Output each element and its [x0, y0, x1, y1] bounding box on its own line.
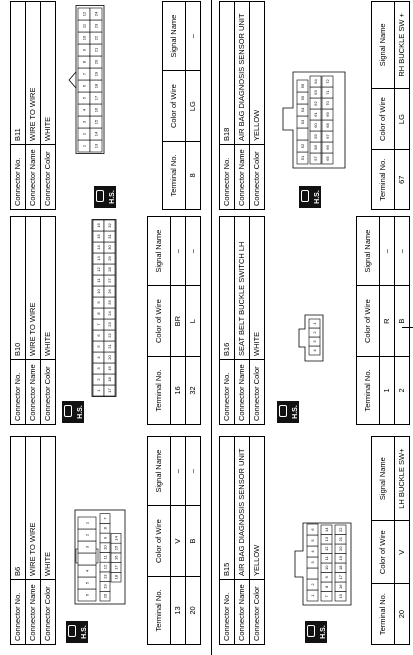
pin-number: 6: [96, 334, 101, 337]
connector-header: [219, 436, 265, 645]
pin-number: 67: [325, 134, 330, 139]
pin-number: 60: [313, 123, 318, 128]
table-row: [186, 437, 201, 645]
pin-number: 5: [310, 539, 315, 542]
hs-icon: H.S.: [277, 401, 299, 423]
pin-number: 26: [107, 289, 112, 294]
wire-cell: V: [395, 521, 410, 584]
pin-number: 55: [300, 95, 305, 101]
pin-number: 19: [338, 556, 343, 561]
connector-name-value: AIR BAG DIAGNOSIS SENSOR UNIT: [235, 2, 250, 145]
signal-name-header: Signal Name: [372, 2, 395, 89]
pin-number: 5: [84, 581, 90, 585]
wire-color-header: Color of Wire: [357, 286, 380, 357]
connector-no-label: Connector No.: [11, 145, 26, 210]
connector-name-label: Connector Name: [235, 580, 250, 645]
table-row: [395, 217, 410, 425]
table-row: [186, 217, 201, 425]
pin-number: 15: [96, 234, 101, 239]
pin-number: 21: [107, 344, 112, 349]
signal-cell: –: [171, 217, 186, 286]
connector-no-label: Connector No.: [11, 580, 26, 645]
pin-number: 18: [107, 377, 112, 382]
pin-number: 14: [113, 536, 119, 541]
signal-table: [371, 1, 410, 210]
connector-no-value: B18: [220, 2, 235, 145]
signal-name-header: Signal Name: [148, 217, 171, 286]
pin-number: 20: [93, 59, 99, 65]
pin-number: 2: [81, 132, 87, 136]
row-divider: [211, 0, 212, 655]
signal-name-header: Signal Name: [357, 217, 380, 286]
wire-color-header: Color of Wire: [372, 88, 395, 150]
pin-number: 22: [338, 527, 343, 532]
connector-color-label: Connector Color: [250, 145, 265, 210]
hs-icon: H.S.: [299, 186, 321, 208]
pin-number: 10: [102, 545, 108, 550]
connector-header: [10, 1, 56, 210]
pin-number: 24: [93, 11, 99, 17]
terminal-cell: 16: [171, 356, 186, 424]
pin-number: 53: [300, 119, 305, 125]
pin-number: 11: [102, 555, 108, 560]
connector-color-label: Connector Color: [41, 145, 56, 210]
pin-number: 4: [84, 569, 90, 573]
pin-number: 28: [107, 267, 112, 272]
connector-header: [10, 216, 56, 425]
wire-cell: LG: [186, 71, 201, 142]
pin-number: 1: [96, 389, 101, 392]
pin-number: 21: [93, 47, 99, 53]
table-row: [380, 217, 395, 425]
connector-name-label: Connector Name: [26, 360, 41, 425]
pin-number: 20: [102, 593, 108, 599]
pin-number: 4: [96, 356, 101, 359]
pin-number: 23: [107, 322, 112, 327]
connector-color-value: WHITE: [41, 2, 56, 145]
pin-number: 32: [107, 223, 112, 228]
pin-number: 15: [113, 545, 119, 551]
connector-name-value: WIRE TO WIRE: [26, 217, 41, 360]
signal-cell: RH BUCKLE SW +: [395, 2, 410, 89]
signal-table: [162, 1, 201, 210]
pin-number: 18: [93, 83, 99, 89]
pin-number: 8: [102, 527, 108, 530]
pin-number: 9: [81, 48, 87, 52]
pin-number: 9: [96, 301, 101, 304]
table-row: [395, 2, 410, 210]
pin-number: 7: [324, 595, 329, 598]
pin-number: 13: [102, 574, 108, 579]
pin-cell: [78, 553, 96, 565]
pin-number: 3: [310, 561, 315, 564]
terminal-cell: 2: [395, 356, 410, 424]
pin-number: 3: [81, 120, 87, 124]
pin-number: 2: [96, 378, 101, 381]
connector-no-label: Connector No.: [11, 360, 26, 425]
pin-number: 63: [313, 90, 318, 95]
pin-number: 15: [338, 594, 343, 599]
pin-number: 10: [81, 35, 87, 41]
pin-number: 62: [313, 101, 318, 106]
pin-number: 11: [96, 278, 101, 283]
pin-number: 5: [96, 345, 101, 348]
connector-color-value: WHITE: [41, 217, 56, 360]
signal-cell: –: [171, 437, 186, 506]
pin-number: 72: [325, 79, 330, 84]
wire-color-header: Color of Wire: [148, 286, 171, 357]
pin-number: 12: [102, 564, 108, 570]
signal-cell: –: [186, 2, 201, 71]
pin-number: 2: [84, 533, 90, 537]
connector-header: [219, 216, 265, 425]
pin-number: 14: [324, 527, 329, 532]
pin-number: 13: [93, 143, 99, 149]
pin-number: 1: [81, 144, 87, 148]
signal-cell: –: [395, 217, 410, 286]
hs-icon: H.S.: [305, 621, 327, 643]
pin-number: 68: [325, 123, 330, 128]
pin-number: 57: [313, 156, 318, 161]
pin-number: 56: [300, 83, 305, 89]
pin-number: 14: [96, 245, 101, 250]
pin-number: 19: [107, 366, 112, 371]
pin-number: 11: [324, 556, 329, 561]
table-row: [395, 437, 410, 645]
connector-color-label: Connector Color: [41, 360, 56, 425]
pin-number: 25: [107, 300, 112, 305]
pin-number: 19: [102, 584, 108, 589]
connector-color-value: WHITE: [250, 217, 265, 360]
connector-color-value: YELLOW: [250, 2, 265, 145]
signal-table: [356, 216, 410, 425]
pin-number: 7: [96, 323, 101, 326]
terminal-no-header: Terminal No.: [163, 141, 186, 209]
wire-cell: R: [380, 286, 395, 357]
pin-number: 1: [310, 594, 315, 597]
pin-number: 29: [107, 256, 112, 261]
connector-no-label: Connector No.: [220, 360, 235, 425]
connector-color-value: WHITE: [41, 437, 56, 580]
pin-number: 6: [310, 528, 315, 531]
pin-number: 58: [313, 145, 318, 150]
signal-name-header: Signal Name: [148, 437, 171, 506]
connector-color-label: Connector Color: [250, 360, 265, 425]
connector-diagram: [297, 313, 325, 363]
hs-icon: H.S.: [62, 401, 84, 423]
pin-number: 18: [113, 574, 119, 580]
pin-number: 15: [93, 119, 99, 125]
terminal-cell: 8: [186, 141, 201, 209]
pin-number: 4: [312, 349, 317, 352]
terminal-no-header: Terminal No.: [148, 576, 171, 644]
wire-cell: LG: [395, 88, 410, 150]
pin-number: 52: [300, 143, 305, 149]
terminal-cell: 20: [395, 584, 410, 645]
terminal-cell: 13: [171, 576, 186, 644]
pin-number: 27: [107, 278, 112, 283]
pin-number: 17: [113, 565, 119, 570]
connector-name-label: Connector Name: [26, 580, 41, 645]
connector-card-b10: [6, 215, 201, 425]
connector-diagram: [68, 4, 108, 154]
terminal-cell: 67: [395, 150, 410, 210]
pin-number: 59: [313, 134, 318, 139]
pin-number: 16: [113, 555, 119, 560]
connector-name-label: Connector Name: [26, 145, 41, 210]
signal-cell: –: [186, 437, 201, 506]
connector-diagram: [293, 521, 353, 607]
wire-color-header: Color of Wire: [148, 506, 171, 577]
terminal-cell: 32: [186, 356, 201, 424]
pin-number: 12: [324, 546, 329, 551]
pin-number: 9: [324, 576, 329, 579]
terminal-no-header: Terminal No.: [372, 150, 395, 210]
connector-card-b16: [215, 215, 410, 425]
connector-no-label: Connector No.: [220, 580, 235, 645]
pin-number: 16: [338, 584, 343, 589]
signal-name-header: Signal Name: [163, 2, 186, 71]
connector-no-value: B11: [11, 2, 26, 145]
pin-number: 69: [325, 112, 330, 117]
pin-number: 65: [325, 156, 330, 161]
connector-diagram: [281, 70, 347, 170]
pin-number: 3: [312, 340, 317, 343]
wire-cell: B: [395, 286, 410, 357]
pin-number: 3: [96, 367, 101, 370]
connector-card-b18: [215, 0, 410, 210]
connector-no-value: B16: [220, 217, 235, 360]
signal-table: [371, 436, 410, 645]
pin-number: 13: [96, 256, 101, 261]
connector-name-value: WIRE TO WIRE: [26, 2, 41, 145]
pin-number: 9: [102, 536, 108, 540]
pin-number: 8: [96, 312, 101, 315]
pin-cell: [297, 128, 308, 140]
pin-number: 16: [93, 107, 99, 113]
connector-card-b6: [6, 435, 201, 645]
connector-color-label: Connector Color: [41, 580, 56, 645]
connector-header: [10, 436, 56, 645]
connector-no-value: B15: [220, 437, 235, 580]
wire-cell: L: [186, 286, 201, 357]
pin-number: 70: [325, 101, 330, 106]
signal-cell: LH BUCKLE SW+: [395, 437, 410, 521]
pin-number: 12: [81, 11, 87, 17]
terminal-no-header: Terminal No.: [357, 356, 380, 424]
signal-table: [147, 216, 201, 425]
connector-name-value: AIR BAG DIAGNOSIS SENSOR UNIT: [235, 437, 250, 580]
pin-number: 10: [324, 565, 329, 570]
wire-color-header: Color of Wire: [163, 71, 186, 142]
terminal-no-header: Terminal No.: [148, 356, 171, 424]
pin-number: 12: [96, 267, 101, 272]
pin-number: 66: [325, 145, 330, 150]
pin-number: 22: [93, 35, 99, 41]
connector-no-label: Connector No.: [220, 145, 235, 210]
connector-card-b11: [6, 0, 201, 210]
pin-number: 54: [300, 107, 305, 113]
connector-name-value: WIRE TO WIRE: [26, 437, 41, 580]
pin-number: 19: [93, 71, 99, 77]
wire-cell: B: [186, 506, 201, 577]
connector-color-value: YELLOW: [250, 437, 265, 580]
connector-diagram: [74, 509, 126, 605]
pin-number: 64: [313, 79, 318, 84]
hs-icon: H.S.: [94, 186, 116, 208]
signal-table: [147, 436, 201, 645]
pin-number: 24: [107, 311, 112, 316]
pin-number: 7: [102, 517, 108, 520]
pin-number: 4: [81, 108, 87, 112]
pin-cell: [307, 568, 318, 579]
signal-cell: –: [186, 217, 201, 286]
pin-number: 7: [81, 72, 87, 76]
table-row: [171, 437, 186, 645]
pin-number: 17: [338, 575, 343, 580]
pin-number: 1: [312, 322, 317, 325]
pin-number: 1: [84, 521, 90, 525]
connector-name-label: Connector Name: [235, 145, 250, 210]
wire-cell: BR: [171, 286, 186, 357]
table-row: [186, 2, 201, 210]
connector-no-value: B10: [11, 217, 26, 360]
pin-number: 31: [107, 234, 112, 239]
signal-name-header: Signal Name: [372, 437, 395, 521]
pin-number: 2: [312, 331, 317, 334]
pin-number: 21: [338, 537, 343, 542]
pin-number: 4: [310, 550, 315, 553]
connector-no-value: B6: [11, 437, 26, 580]
pin-number: 8: [324, 585, 329, 588]
pin-number: 6: [81, 84, 87, 88]
pin-number: 13: [324, 537, 329, 542]
connector-name-value: SEAT BELT BUCKLE SWITCH LH: [235, 217, 250, 360]
pin-number: 30: [107, 245, 112, 250]
pin-number: 20: [338, 546, 343, 551]
pin-number: 23: [93, 23, 99, 29]
connector-card-b15: [215, 435, 410, 645]
connector-name-label: Connector Name: [235, 360, 250, 425]
pin-number: 16: [96, 223, 101, 228]
terminal-cell: 1: [380, 356, 395, 424]
pin-number: 6: [84, 593, 90, 597]
hs-icon: H.S.: [66, 621, 88, 643]
pin-number: 18: [338, 565, 343, 570]
connector-color-label: Connector Color: [250, 580, 265, 645]
pin-number: 11: [81, 23, 87, 29]
pin-number: 71: [325, 90, 330, 95]
pin-number: 5: [81, 96, 87, 100]
pin-number: 17: [107, 388, 112, 393]
wire-color-header: Color of Wire: [372, 521, 395, 584]
pin-number: 3: [84, 545, 90, 549]
pin-number: 22: [107, 333, 112, 338]
pin-number: 8: [81, 60, 87, 64]
signal-cell: –: [380, 217, 395, 286]
connector-header: [219, 1, 265, 210]
pin-number: 51: [300, 155, 305, 161]
pin-number: 10: [96, 289, 101, 294]
pin-number: 20: [107, 355, 112, 360]
table-row: [171, 217, 186, 425]
pin-number: 14: [93, 131, 99, 137]
terminal-no-header: Terminal No.: [372, 584, 395, 645]
pin-number: 17: [93, 95, 99, 101]
pin-number: 61: [313, 112, 318, 117]
terminal-cell: 20: [186, 576, 201, 644]
wire-cell: V: [171, 506, 186, 577]
pin-number: 2: [310, 583, 315, 586]
connector-diagram: [90, 217, 118, 397]
